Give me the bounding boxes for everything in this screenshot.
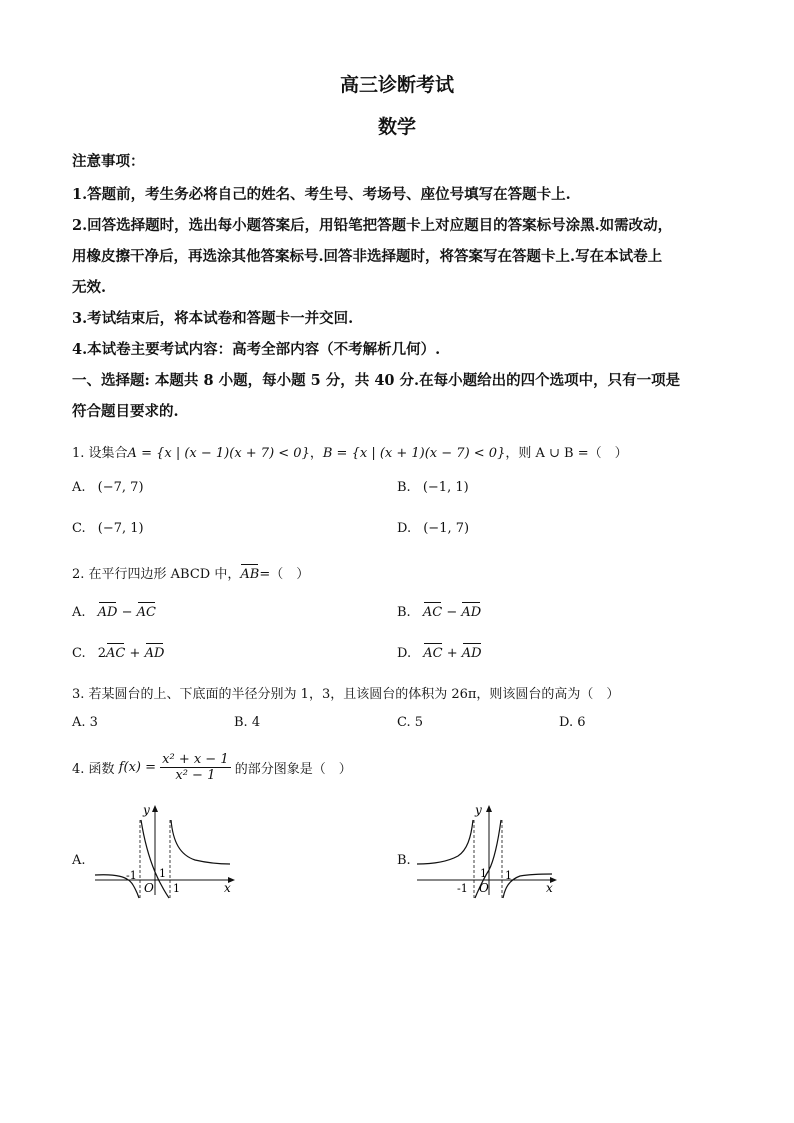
option-label: C. xyxy=(397,715,411,730)
vector: AC xyxy=(423,646,443,661)
option-label: D. xyxy=(559,715,574,730)
option-value: (−7, 1) xyxy=(97,521,144,536)
q1-option-b xyxy=(397,480,469,495)
tick-label-y1: 1 xyxy=(159,867,166,880)
section-heading-cont: 符合题目要求的. xyxy=(72,403,179,420)
q4-numerator: x² + x − 1 xyxy=(162,752,229,767)
question-1 xyxy=(72,442,628,461)
q4-option-b-label: B. xyxy=(397,853,411,868)
option-value: (−1, 1) xyxy=(422,480,469,495)
q4-fraction xyxy=(160,752,230,783)
origin-label: O xyxy=(479,881,489,895)
option-value: 3 xyxy=(89,715,98,730)
q3-option-c xyxy=(397,715,423,730)
q4-graph-a xyxy=(90,800,240,900)
origin-label: O xyxy=(144,881,154,895)
y-axis-arrow-icon xyxy=(486,805,492,812)
option-label: A. xyxy=(72,715,86,730)
q3-option-d xyxy=(559,715,586,730)
vector: AC xyxy=(136,605,157,620)
question-3: 3. 若某圆台的上、下底面的半径分别为 1，3，且该圆台的体积为 26π，则该圆台的高为（ ） xyxy=(72,687,620,702)
vector: AD xyxy=(97,605,118,620)
y-axis-arrow-icon xyxy=(152,805,158,812)
q4-denominator: x² − 1 xyxy=(175,768,216,783)
notice-item-3: 3.考试结束后，将本试卷和答题卡一并交回. xyxy=(72,310,354,327)
curve-left-branch xyxy=(417,820,473,864)
notice-item-2: 2.回答选择题时，选出每小题答案后，用铅笔把答题卡上对应题目的答案标号涂黑.如需改动， xyxy=(72,217,673,234)
q4-graph-b xyxy=(412,800,562,900)
option-label: D. xyxy=(397,521,412,536)
option-value: 6 xyxy=(577,715,586,730)
tick-label-neg1: -1 xyxy=(126,869,137,882)
vector: AD xyxy=(461,646,482,661)
option-value: (−7, 7) xyxy=(97,480,144,495)
q1-option-a xyxy=(72,480,144,495)
x-axis-label: x xyxy=(224,881,231,895)
q1-set-a: A = {x | (x − 1)(x + 7) < 0} xyxy=(127,446,310,461)
option-label: A. xyxy=(72,605,86,620)
option-label: B. xyxy=(397,480,411,495)
q2-vector: AB xyxy=(240,567,260,582)
option-expr xyxy=(423,646,481,661)
tick-label-neg1: -1 xyxy=(457,882,468,895)
option-value: 5 xyxy=(414,715,424,730)
notice-heading: 注意事项： xyxy=(72,153,145,170)
q2-prefix: 2. 在平行四边形 ABCD 中， xyxy=(72,567,241,582)
q1-set-b: B = {x | (x + 1)(x − 7) < 0} xyxy=(322,446,506,461)
operator: − xyxy=(446,605,458,620)
q1-sep: ， xyxy=(309,446,323,461)
operator: + xyxy=(446,646,458,661)
q2-suffix: =（ ） xyxy=(259,567,310,582)
option-value: (−1, 7) xyxy=(423,521,470,536)
tick-label-y1: 1 xyxy=(480,867,487,880)
notice-item-2-end: 无效. xyxy=(72,279,107,296)
section-heading: 一、选择题: 本题共 8 小题，每小题 5 分，共 40 分.在每小题给出的四个选项中，只有一项是 xyxy=(72,372,681,389)
q1-option-d xyxy=(397,521,469,536)
option-label: C. xyxy=(72,521,86,536)
q1-option-c xyxy=(72,521,144,536)
option-label: A. xyxy=(72,480,86,495)
q4-fx: f(x) = xyxy=(118,760,156,775)
q4-option-a-label: A. xyxy=(72,853,86,868)
exam-title: 高三诊断考试 xyxy=(339,74,454,96)
y-axis-label: y xyxy=(143,803,150,817)
operator: + xyxy=(129,646,141,661)
q1-suffix: ，则 A ∪ B =（ ） xyxy=(505,446,628,461)
coef: 2 xyxy=(97,646,107,661)
option-label: D. xyxy=(397,646,412,661)
q2-option-c xyxy=(72,646,164,661)
option-expr xyxy=(423,605,481,620)
q4-suffix: 的部分图象是（ ） xyxy=(234,762,352,777)
q3-option-b xyxy=(234,715,260,730)
q1-prefix: 1. 设集合 xyxy=(72,446,128,461)
notice-item-4: 4.本试卷主要考试内容：高考全部内容（不考解析几何）. xyxy=(72,341,441,358)
q2-option-b xyxy=(397,605,481,620)
tick-label-x1: 1 xyxy=(173,882,180,895)
q2-option-a xyxy=(72,605,156,620)
q4-prefix: 4. 函数 xyxy=(72,762,115,777)
vector: AC xyxy=(106,646,126,661)
tick-label-x1: 1 xyxy=(505,869,512,882)
vector: AD xyxy=(144,646,165,661)
question-2 xyxy=(72,563,309,582)
option-label: B. xyxy=(397,605,411,620)
option-value: 4 xyxy=(251,715,261,730)
option-label: C. xyxy=(72,646,86,661)
q3-option-a xyxy=(72,715,98,730)
curve-right-branch xyxy=(171,820,230,864)
operator: − xyxy=(121,605,133,620)
option-expr xyxy=(98,605,156,620)
question-4 xyxy=(72,752,352,783)
option-label: B. xyxy=(234,715,248,730)
y-axis-label: y xyxy=(475,803,482,817)
vector: AC xyxy=(422,605,443,620)
q2-option-d xyxy=(397,646,482,661)
x-axis-label: x xyxy=(546,881,553,895)
notice-item-2-cont: 用橡皮擦干净后，再选涂其他答案标号.回答非选择题时，将答案写在答题卡上.写在本试卷上 xyxy=(72,248,663,265)
vector: AD xyxy=(461,605,482,620)
option-expr xyxy=(98,646,165,661)
notice-item-1: 1.答题前，考生务必将自己的姓名、考生号、考场号、座位号填写在答题卡上. xyxy=(72,186,571,203)
subject-title: 数学 xyxy=(377,116,416,138)
